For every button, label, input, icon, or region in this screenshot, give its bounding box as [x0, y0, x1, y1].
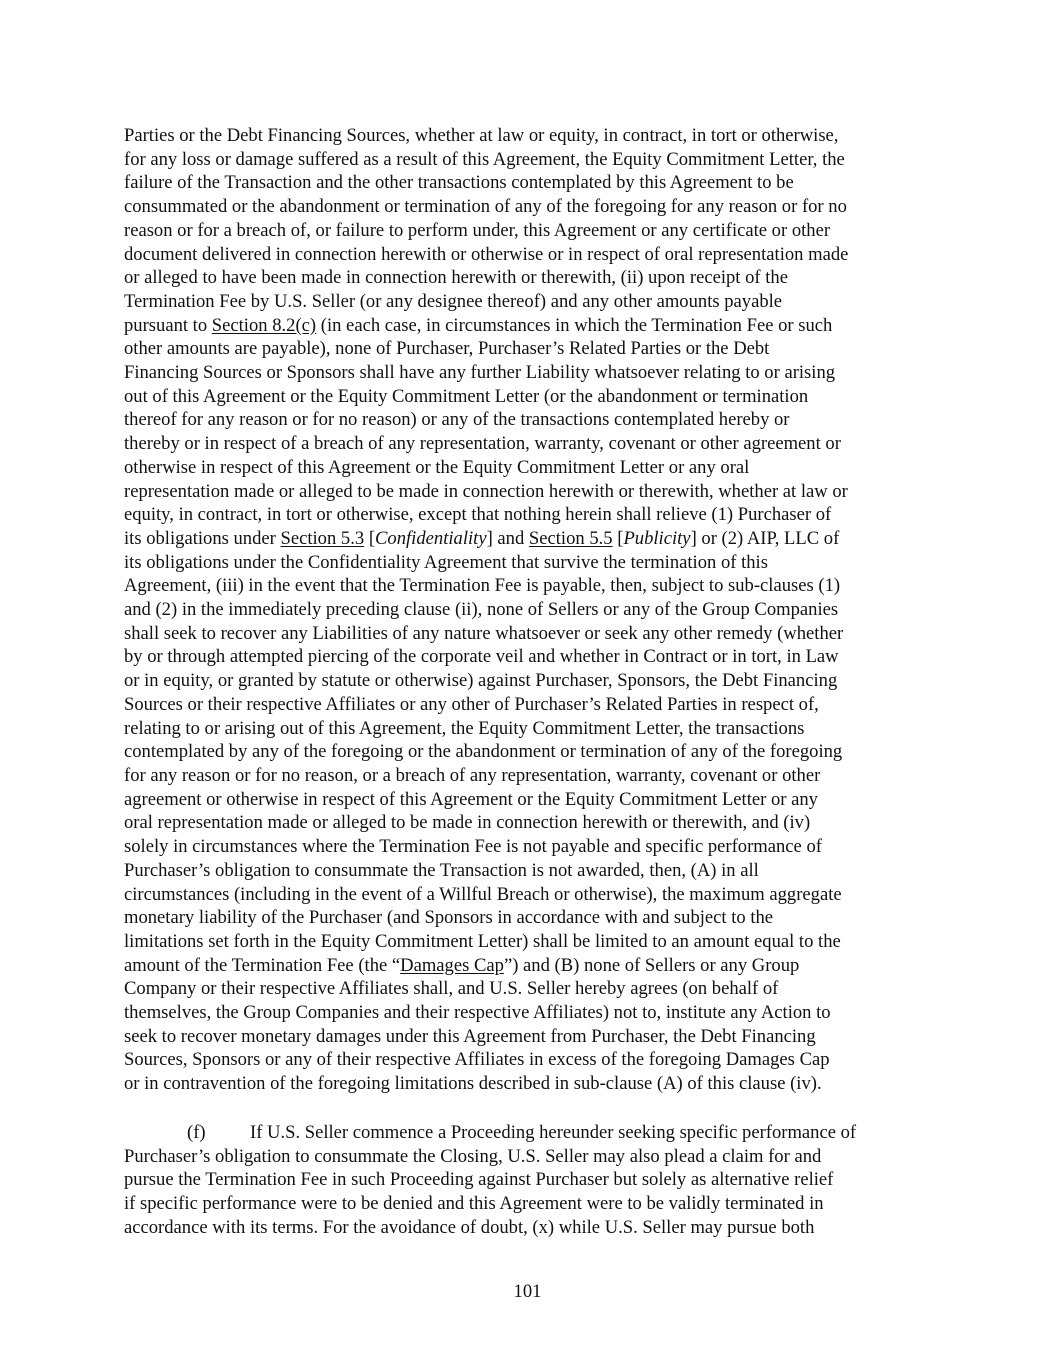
text-line: or in contravention of the foregoing limitations described in sub-clause (A) of this clause (iv).	[124, 1073, 822, 1095]
text-line	[124, 954, 936, 978]
text-line: or alleged to have been made in connection herewith or therewith, (ii) upon receipt of the	[124, 267, 788, 289]
text-line	[124, 527, 936, 551]
text-line: monetary liability of the Purchaser (and Sponsors in accordance with and subject to the	[124, 907, 774, 929]
text-line: for any loss or damage suffered as a result of this Agreement, the Equity Commitment Letter, the	[124, 148, 845, 170]
text-line: thereby or in respect of a breach of any representation, warranty, covenant or other agreement or	[124, 433, 841, 455]
text-line: equity, in contract, in tort or otherwise, except that nothing herein shall relieve (1) Purchaser of	[124, 504, 832, 526]
text-line: out of this Agreement or the Equity Commitment Letter (or the abandonment or termination	[124, 385, 809, 407]
text-line: failure of the Transaction and the other transactions contemplated by this Agreement to be	[124, 172, 794, 194]
text-line: solely in circumstances where the Termination Fee is not payable and specific performance of	[124, 836, 822, 858]
text-line: its obligations under the Confidentiality Agreement that survive the termination of this	[124, 551, 768, 573]
text-line: document delivered in connection herewith or otherwise or in respect of oral representation made	[124, 243, 849, 265]
damages-cap-term: Damages Cap	[400, 954, 504, 976]
text-line: other amounts are payable), none of Purchaser, Purchaser’s Related Parties or the Debt	[124, 338, 770, 360]
confidentiality-term: Confidentiality	[375, 527, 487, 549]
text-line: contemplated by any of the foregoing or the abandonment or termination of any of the foregoing	[124, 741, 843, 763]
text-line: limitations set forth in the Equity Commitment Letter) shall be limited to an amount equal to the	[124, 930, 841, 952]
text-line: and (2) in the immediately preceding clause (ii), none of Sellers or any of the Group Companies	[124, 599, 839, 621]
text-line: consummated or the abandonment or termination of any of the foregoing for any reason or for no	[124, 196, 847, 218]
text-fragment: its obligations under	[124, 527, 281, 549]
text-line: Company or their respective Affiliates shall, and U.S. Seller hereby agrees (on behalf of	[124, 978, 779, 1000]
text-line: representation made or alleged to be made in connection herewith or therewith, whether at law or	[124, 480, 848, 502]
text-line: Financing Sources or Sponsors shall have any further Liability whatsoever relating to or arising	[124, 362, 836, 384]
text-line: Agreement, (iii) in the event that the Termination Fee is payable, then, subject to sub-clauses (1)	[124, 575, 841, 597]
text-line: Sources, Sponsors or any of their respective Affiliates in excess of the foregoing Damages Cap	[124, 1049, 830, 1071]
text-line: Sources or their respective Affiliates or any other of Purchaser’s Related Parties in respect of,	[124, 693, 819, 715]
text-fragment: If U.S. Seller commence a Proceeding hereunder seeking specific performance of	[250, 1122, 857, 1143]
text-line: shall seek to recover any Liabilities of any nature whatsoever or seek any other remedy (whether	[124, 622, 844, 644]
text-line	[124, 1121, 936, 1145]
page-number: 101	[513, 1281, 542, 1302]
paragraph-label: (f)	[187, 1122, 206, 1143]
text-line: Purchaser’s obligation to consummate the Closing, U.S. Seller may also plead a claim for and	[124, 1145, 822, 1167]
text-line: reason or for a breach of, or failure to perform under, this Agreement or any certificate or other	[124, 219, 831, 241]
text-line: circumstances (including in the event of a Willful Breach or otherwise), the maximum aggregate	[124, 883, 842, 905]
text-line: oral representation made or alleged to be made in connection herewith or therewith, and (iv)	[124, 812, 811, 834]
text-line: Parties or the Debt Financing Sources, whether at law or equity, in contract, in tort or otherwise,	[124, 125, 839, 146]
text-line: seek to recover monetary damages under this Agreement from Purchaser, the Debt Financing	[124, 1025, 816, 1047]
text-fragment: ] or (2) AIP, LLC of	[690, 527, 840, 549]
text-line: if specific performance were to be denied and this Agreement were to be validly terminated in	[124, 1193, 824, 1215]
text-line: for any reason or for no reason, or a breach of any representation, warranty, covenant or other	[124, 764, 821, 786]
text-line: accordance with its terms. For the avoidance of doubt, (x) while U.S. Seller may pursue both	[124, 1216, 815, 1238]
publicity-term: Publicity	[623, 527, 691, 549]
text-fragment: pursuant to	[124, 314, 212, 336]
section-ref-5-3: Section 5.3	[280, 527, 365, 549]
text-line: pursue the Termination Fee in such Proceeding against Purchaser but solely as alternative relief	[124, 1169, 834, 1191]
text-fragment: (in each case, in circumstances in which the Termination Fee or such	[316, 314, 833, 336]
text-fragment: amount of the Termination Fee (the “	[124, 954, 401, 976]
text-line: agreement or otherwise in respect of this Agreement or the Equity Commitment Letter or any	[124, 788, 818, 810]
text-line: by or through attempted piercing of the corporate veil and whether in Contract or in tort, in Law	[124, 646, 839, 668]
text-fragment: [	[612, 527, 624, 549]
text-fragment: ] and	[486, 527, 529, 549]
text-line: Purchaser’s obligation to consummate the Transaction is not awarded, then, (A) in all	[124, 859, 759, 881]
text-line: or in equity, or granted by statute or otherwise) against Purchaser, Sponsors, the Debt Financing	[124, 670, 838, 692]
text-line: Termination Fee by U.S. Seller (or any designee thereof) and any other amounts payable	[124, 290, 783, 312]
text-fragment: ”) and (B) none of Sellers or any Group	[503, 954, 800, 976]
text-line: relating to or arising out of this Agreement, the Equity Commitment Letter, the transactions	[124, 717, 805, 739]
section-ref-5-5: Section 5.5	[528, 527, 613, 549]
paragraph-f	[124, 1121, 936, 1240]
text-line: thereof for any reason or for no reason) or any of the transactions contemplated hereby or	[124, 409, 790, 431]
text-line	[124, 314, 936, 338]
section-ref-8-2c: Section 8.2(c)	[211, 314, 317, 336]
text-fragment: [	[364, 527, 376, 549]
text-line: otherwise in respect of this Agreement or the Equity Commitment Letter or any oral	[124, 456, 750, 478]
text-line: themselves, the Group Companies and their respective Affiliates) not to, institute any Action to	[124, 1002, 831, 1024]
paragraph-continuation	[124, 124, 936, 1096]
